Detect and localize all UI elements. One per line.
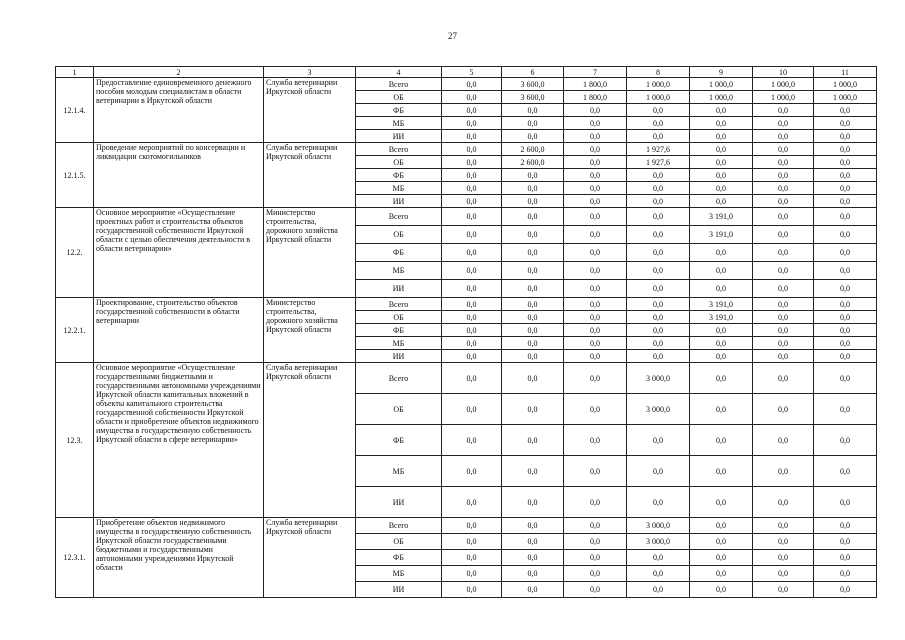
amount-cell: 0,0 [627, 280, 690, 298]
amount-cell: 0,0 [442, 550, 502, 566]
funding-source: ФБ [356, 550, 442, 566]
amount-cell: 0,0 [753, 566, 814, 582]
column-number: 9 [690, 67, 753, 78]
amount-cell: 0,0 [753, 456, 814, 487]
amount-cell: 0,0 [814, 182, 877, 195]
amount-cell: 0,0 [753, 262, 814, 280]
item-name: Проектирование, строительство объектов государственной собственности в области ветеринарии [94, 298, 264, 363]
amount-cell: 0,0 [564, 394, 627, 425]
amount-cell: 0,0 [442, 534, 502, 550]
amount-cell: 0,0 [627, 550, 690, 566]
amount-cell: 0,0 [814, 104, 877, 117]
amount-cell: 0,0 [502, 456, 564, 487]
item-name: Основное мероприятие «Осуществление проектных работ и строительства объектов государственной собственности Иркутской области с целью обеспечения деятельности в области ветеринарии» [94, 208, 264, 298]
amount-cell: 0,0 [564, 582, 627, 598]
amount-cell: 0,0 [627, 350, 690, 363]
funding-source: Всего [356, 363, 442, 394]
funding-source: ИИ [356, 582, 442, 598]
amount-cell: 1 000,0 [690, 78, 753, 91]
amount-cell: 0,0 [627, 324, 690, 337]
amount-cell: 0,0 [814, 280, 877, 298]
amount-cell: 0,0 [564, 130, 627, 143]
amount-cell: 0,0 [564, 298, 627, 311]
amount-cell: 0,0 [814, 156, 877, 169]
funding-source: Всего [356, 518, 442, 534]
amount-cell: 0,0 [753, 518, 814, 534]
item-code: 12.3. [56, 363, 94, 518]
amount-cell: 0,0 [442, 130, 502, 143]
amount-cell: 0,0 [564, 117, 627, 130]
amount-cell: 0,0 [690, 337, 753, 350]
amount-cell: 0,0 [442, 244, 502, 262]
amount-cell: 0,0 [753, 337, 814, 350]
funding-source: Всего [356, 208, 442, 226]
amount-cell: 0,0 [442, 143, 502, 156]
amount-cell: 2 600,0 [502, 156, 564, 169]
funding-source: МБ [356, 566, 442, 582]
funding-source: ОБ [356, 311, 442, 324]
amount-cell: 0,0 [690, 534, 753, 550]
amount-cell: 0,0 [690, 130, 753, 143]
amount-cell: 0,0 [502, 363, 564, 394]
funding-source: ИИ [356, 350, 442, 363]
amount-cell: 0,0 [814, 337, 877, 350]
item-executor: Служба ветеринарии Иркутской области [264, 78, 356, 143]
amount-cell: 0,0 [753, 195, 814, 208]
amount-cell: 0,0 [627, 566, 690, 582]
amount-cell: 0,0 [564, 337, 627, 350]
amount-cell: 0,0 [502, 534, 564, 550]
amount-cell: 0,0 [564, 182, 627, 195]
amount-cell: 0,0 [753, 104, 814, 117]
amount-cell: 0,0 [564, 550, 627, 566]
amount-cell: 0,0 [753, 311, 814, 324]
item-code: 12.1.4. [56, 78, 94, 143]
amount-cell: 0,0 [442, 195, 502, 208]
amount-cell: 0,0 [442, 262, 502, 280]
amount-cell: 1 927,6 [627, 143, 690, 156]
amount-cell: 0,0 [627, 130, 690, 143]
amount-cell: 3 191,0 [690, 298, 753, 311]
amount-cell: 1 000,0 [690, 91, 753, 104]
page-number: 27 [448, 31, 457, 41]
amount-cell: 0,0 [564, 350, 627, 363]
funding-source: Всего [356, 78, 442, 91]
item-name: Основное мероприятие «Осуществление государственными бюджетными и государственными автономными учреждениями Иркутской области капитальных вложений в объекты капитального строительства государственной собственности Иркутской области и приобретение объектов недвижимого имущества в государственную собственность Иркутской области в сфере ветеринарии» [94, 363, 264, 518]
amount-cell: 0,0 [690, 143, 753, 156]
amount-cell: 0,0 [814, 298, 877, 311]
amount-cell: 0,0 [753, 534, 814, 550]
amount-cell: 1 800,0 [564, 78, 627, 91]
table-row [56, 143, 877, 156]
amount-cell: 0,0 [627, 425, 690, 456]
amount-cell: 0,0 [564, 456, 627, 487]
amount-cell: 0,0 [502, 104, 564, 117]
amount-cell: 0,0 [564, 363, 627, 394]
amount-cell: 0,0 [442, 425, 502, 456]
amount-cell: 0,0 [564, 226, 627, 244]
column-number: 11 [814, 67, 877, 78]
amount-cell: 0,0 [814, 363, 877, 394]
amount-cell: 0,0 [627, 298, 690, 311]
amount-cell: 0,0 [502, 262, 564, 280]
amount-cell: 0,0 [502, 394, 564, 425]
amount-cell: 0,0 [814, 262, 877, 280]
item-name: Приобретение объектов недвижимого имущества в государственную собственность Иркутской области государственными бюджетными и государственными автономными учреждениями Иркутской области [94, 518, 264, 598]
table-row [56, 298, 877, 311]
amount-cell: 0,0 [814, 244, 877, 262]
amount-cell: 0,0 [442, 518, 502, 534]
amount-cell: 0,0 [814, 425, 877, 456]
funding-source: ОБ [356, 156, 442, 169]
amount-cell: 0,0 [502, 582, 564, 598]
amount-cell: 0,0 [502, 195, 564, 208]
amount-cell: 0,0 [564, 195, 627, 208]
amount-cell: 3 000,0 [627, 534, 690, 550]
amount-cell: 0,0 [564, 143, 627, 156]
funding-source: ФБ [356, 425, 442, 456]
amount-cell: 0,0 [814, 143, 877, 156]
amount-cell: 0,0 [502, 298, 564, 311]
amount-cell: 0,0 [690, 117, 753, 130]
amount-cell: 0,0 [442, 363, 502, 394]
amount-cell: 0,0 [442, 169, 502, 182]
amount-cell: 0,0 [814, 350, 877, 363]
funding-source: ИИ [356, 130, 442, 143]
amount-cell: 0,0 [442, 582, 502, 598]
amount-cell: 0,0 [502, 487, 564, 518]
table-row [56, 208, 877, 226]
amount-cell: 0,0 [814, 117, 877, 130]
amount-cell: 0,0 [690, 582, 753, 598]
amount-cell: 0,0 [753, 394, 814, 425]
amount-cell: 0,0 [442, 78, 502, 91]
funding-source: ИИ [356, 195, 442, 208]
amount-cell: 0,0 [753, 117, 814, 130]
funding-source: ИИ [356, 280, 442, 298]
amount-cell: 0,0 [753, 425, 814, 456]
amount-cell: 0,0 [564, 566, 627, 582]
amount-cell: 0,0 [690, 566, 753, 582]
amount-cell: 0,0 [442, 182, 502, 195]
amount-cell: 0,0 [502, 311, 564, 324]
amount-cell: 0,0 [564, 425, 627, 456]
amount-cell: 0,0 [442, 487, 502, 518]
amount-cell: 0,0 [564, 487, 627, 518]
amount-cell: 1 800,0 [564, 91, 627, 104]
table-row [56, 363, 877, 394]
table-row [56, 78, 877, 91]
amount-cell: 0,0 [442, 280, 502, 298]
column-number: 10 [753, 67, 814, 78]
item-name: Проведение мероприятий по консервации и ликвидации скотомогильников [94, 143, 264, 208]
funding-source: МБ [356, 262, 442, 280]
item-executor: Служба ветеринарии Иркутской области [264, 143, 356, 208]
amount-cell: 0,0 [814, 169, 877, 182]
amount-cell: 0,0 [627, 117, 690, 130]
funding-source: МБ [356, 456, 442, 487]
amount-cell: 0,0 [814, 226, 877, 244]
amount-cell: 0,0 [442, 208, 502, 226]
amount-cell: 0,0 [564, 311, 627, 324]
amount-cell: 0,0 [502, 324, 564, 337]
funding-source: ОБ [356, 534, 442, 550]
column-number: 6 [502, 67, 564, 78]
amount-cell: 0,0 [502, 280, 564, 298]
amount-cell: 0,0 [627, 195, 690, 208]
amount-cell: 0,0 [753, 363, 814, 394]
funding-source: ФБ [356, 324, 442, 337]
amount-cell: 1 000,0 [627, 91, 690, 104]
amount-cell: 0,0 [753, 298, 814, 311]
amount-cell: 1 000,0 [753, 78, 814, 91]
amount-cell: 0,0 [627, 169, 690, 182]
item-executor: Служба ветеринарии Иркутской области [264, 363, 356, 518]
item-code: 12.1.5. [56, 143, 94, 208]
column-number: 8 [627, 67, 690, 78]
amount-cell: 0,0 [753, 350, 814, 363]
amount-cell: 0,0 [442, 566, 502, 582]
amount-cell: 0,0 [814, 394, 877, 425]
amount-cell: 0,0 [502, 425, 564, 456]
amount-cell: 3 191,0 [690, 311, 753, 324]
item-executor: Министерство строительства, дорожного хозяйства Иркутской области [264, 208, 356, 298]
amount-cell: 3 600,0 [502, 78, 564, 91]
amount-cell: 0,0 [814, 566, 877, 582]
amount-cell: 0,0 [442, 156, 502, 169]
amount-cell: 0,0 [690, 518, 753, 534]
amount-cell: 0,0 [502, 169, 564, 182]
column-number: 1 [56, 67, 94, 78]
amount-cell: 0,0 [814, 208, 877, 226]
amount-cell: 0,0 [502, 117, 564, 130]
amount-cell: 3 000,0 [627, 518, 690, 534]
amount-cell: 0,0 [442, 350, 502, 363]
amount-cell: 0,0 [814, 487, 877, 518]
column-number: 3 [264, 67, 356, 78]
amount-cell: 0,0 [627, 487, 690, 518]
amount-cell: 0,0 [690, 456, 753, 487]
amount-cell: 3 000,0 [627, 363, 690, 394]
amount-cell: 0,0 [690, 324, 753, 337]
amount-cell: 0,0 [564, 156, 627, 169]
amount-cell: 0,0 [502, 550, 564, 566]
amount-cell: 0,0 [627, 582, 690, 598]
table-row [56, 518, 877, 534]
amount-cell: 0,0 [564, 518, 627, 534]
column-number: 4 [356, 67, 442, 78]
amount-cell: 0,0 [442, 324, 502, 337]
amount-cell: 0,0 [690, 425, 753, 456]
column-number: 2 [94, 67, 264, 78]
amount-cell: 0,0 [690, 244, 753, 262]
amount-cell: 0,0 [502, 208, 564, 226]
amount-cell: 0,0 [814, 550, 877, 566]
item-name: Предоставление единовременного денежного пособия молодым специалистам в области ветеринарии в Иркутской области [94, 78, 264, 143]
amount-cell: 0,0 [564, 104, 627, 117]
amount-cell: 0,0 [690, 280, 753, 298]
amount-cell: 0,0 [627, 337, 690, 350]
amount-cell: 0,0 [627, 311, 690, 324]
amount-cell: 0,0 [442, 226, 502, 244]
amount-cell: 0,0 [442, 117, 502, 130]
amount-cell: 0,0 [753, 582, 814, 598]
item-code: 12.2.1. [56, 298, 94, 363]
amount-cell: 0,0 [502, 337, 564, 350]
amount-cell: 0,0 [627, 226, 690, 244]
amount-cell: 0,0 [627, 182, 690, 195]
amount-cell: 0,0 [753, 324, 814, 337]
amount-cell: 0,0 [690, 550, 753, 566]
amount-cell: 0,0 [753, 130, 814, 143]
funding-source: Всего [356, 298, 442, 311]
amount-cell: 0,0 [564, 280, 627, 298]
amount-cell: 1 000,0 [627, 78, 690, 91]
amount-cell: 0,0 [753, 169, 814, 182]
amount-cell: 0,0 [502, 566, 564, 582]
amount-cell: 0,0 [814, 324, 877, 337]
amount-cell: 1 927,6 [627, 156, 690, 169]
amount-cell: 0,0 [442, 91, 502, 104]
amount-cell: 0,0 [753, 143, 814, 156]
amount-cell: 0,0 [502, 226, 564, 244]
amount-cell: 0,0 [753, 550, 814, 566]
program-funding-table [55, 66, 877, 598]
amount-cell: 0,0 [814, 534, 877, 550]
amount-cell: 1 000,0 [814, 91, 877, 104]
amount-cell: 0,0 [753, 244, 814, 262]
amount-cell: 0,0 [753, 487, 814, 518]
amount-cell: 0,0 [564, 208, 627, 226]
amount-cell: 2 600,0 [502, 143, 564, 156]
amount-cell: 0,0 [690, 104, 753, 117]
amount-cell: 0,0 [814, 130, 877, 143]
amount-cell: 0,0 [442, 298, 502, 311]
amount-cell: 0,0 [690, 350, 753, 363]
amount-cell: 3 191,0 [690, 226, 753, 244]
amount-cell: 0,0 [753, 156, 814, 169]
amount-cell: 0,0 [690, 195, 753, 208]
amount-cell: 0,0 [564, 262, 627, 280]
amount-cell: 0,0 [442, 456, 502, 487]
funding-source: ФБ [356, 169, 442, 182]
amount-cell: 0,0 [564, 324, 627, 337]
amount-cell: 0,0 [627, 262, 690, 280]
funding-source: Всего [356, 143, 442, 156]
amount-cell: 0,0 [627, 104, 690, 117]
item-executor: Министерство строительства, дорожного хозяйства Иркутской области [264, 298, 356, 363]
amount-cell: 0,0 [690, 363, 753, 394]
amount-cell: 0,0 [690, 262, 753, 280]
amount-cell: 0,0 [502, 350, 564, 363]
funding-source: ФБ [356, 244, 442, 262]
amount-cell: 0,0 [753, 226, 814, 244]
amount-cell: 0,0 [814, 311, 877, 324]
amount-cell: 0,0 [502, 182, 564, 195]
column-number: 7 [564, 67, 627, 78]
amount-cell: 1 000,0 [814, 78, 877, 91]
amount-cell: 0,0 [814, 195, 877, 208]
amount-cell: 0,0 [627, 208, 690, 226]
amount-cell: 0,0 [627, 456, 690, 487]
amount-cell: 3 000,0 [627, 394, 690, 425]
item-executor: Служба ветеринарии Иркутской области [264, 518, 356, 598]
funding-source: МБ [356, 117, 442, 130]
amount-cell: 0,0 [753, 280, 814, 298]
funding-source: ОБ [356, 394, 442, 425]
amount-cell: 0,0 [690, 156, 753, 169]
amount-cell: 0,0 [564, 169, 627, 182]
amount-cell: 0,0 [442, 311, 502, 324]
amount-cell: 0,0 [564, 534, 627, 550]
amount-cell: 1 000,0 [753, 91, 814, 104]
amount-cell: 0,0 [690, 487, 753, 518]
funding-source: МБ [356, 182, 442, 195]
amount-cell: 0,0 [442, 394, 502, 425]
funding-source: ИИ [356, 487, 442, 518]
amount-cell: 0,0 [814, 582, 877, 598]
funding-source: ОБ [356, 226, 442, 244]
amount-cell: 0,0 [502, 518, 564, 534]
amount-cell: 0,0 [753, 182, 814, 195]
amount-cell: 0,0 [690, 169, 753, 182]
funding-source: МБ [356, 337, 442, 350]
amount-cell: 0,0 [690, 182, 753, 195]
amount-cell: 0,0 [502, 130, 564, 143]
item-code: 12.3.1. [56, 518, 94, 598]
amount-cell: 0,0 [753, 208, 814, 226]
funding-source: ФБ [356, 104, 442, 117]
amount-cell: 0,0 [564, 244, 627, 262]
amount-cell: 0,0 [627, 244, 690, 262]
amount-cell: 3 191,0 [690, 208, 753, 226]
amount-cell: 0,0 [502, 244, 564, 262]
amount-cell: 0,0 [442, 337, 502, 350]
amount-cell: 0,0 [442, 104, 502, 117]
item-code: 12.2. [56, 208, 94, 298]
amount-cell: 0,0 [814, 456, 877, 487]
amount-cell: 3 600,0 [502, 91, 564, 104]
column-number: 5 [442, 67, 502, 78]
funding-source: ОБ [356, 91, 442, 104]
amount-cell: 0,0 [690, 394, 753, 425]
column-number-row [56, 67, 877, 78]
amount-cell: 0,0 [814, 518, 877, 534]
